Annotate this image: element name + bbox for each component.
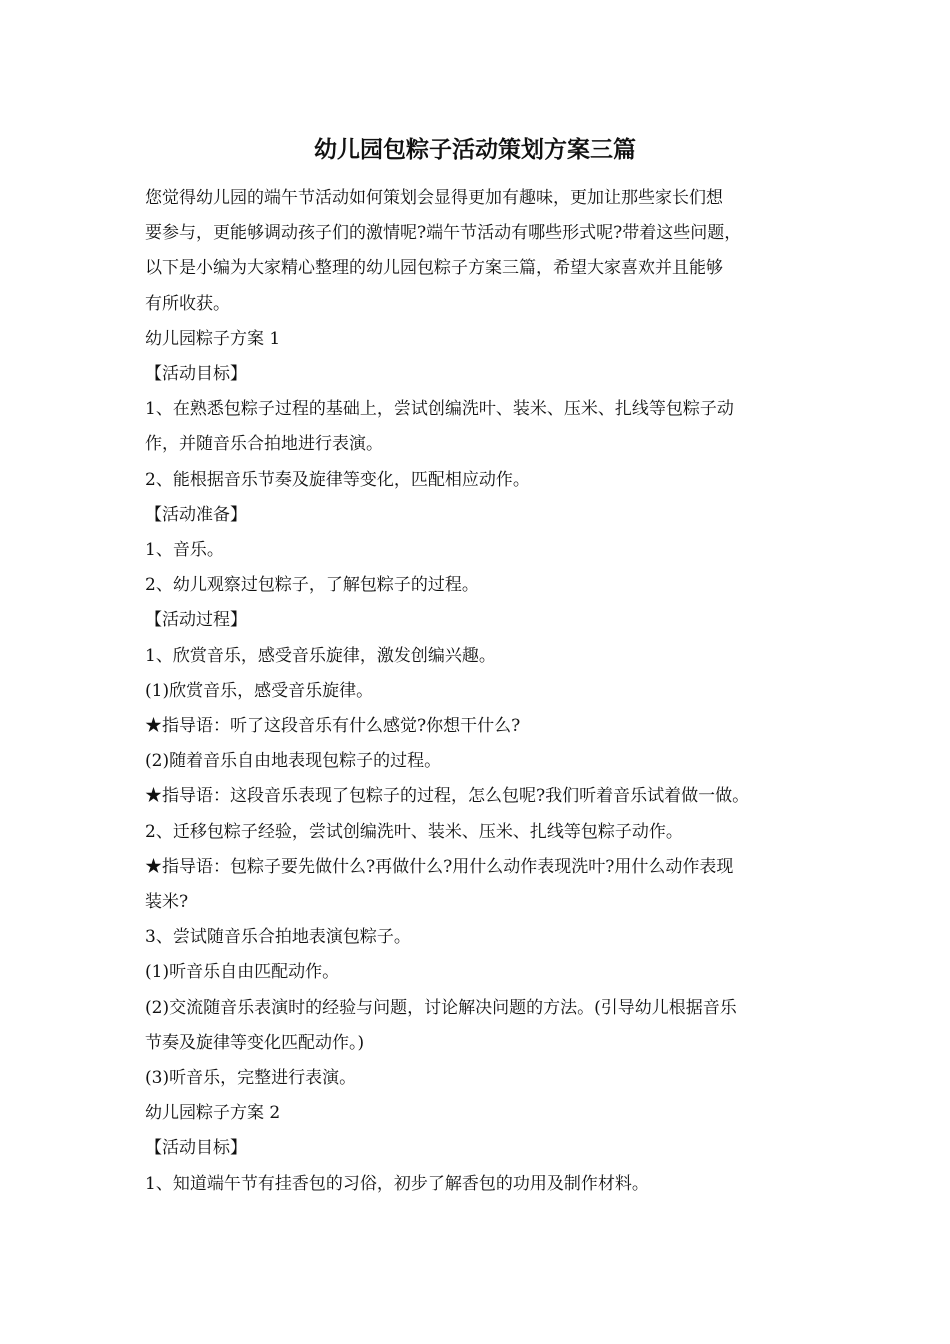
text-line: (2)交流随音乐表演时的经验与问题，讨论解决问题的方法。(引导幼儿根据音乐: [145, 997, 737, 1018]
text-line: 幼儿园粽子方案 1: [145, 328, 281, 349]
text-line: 【活动目标】: [145, 364, 247, 385]
text-line: 3、尝试随音乐合拍地表演包粽子。: [145, 927, 411, 948]
text-line: 1、知道端午节有挂香包的习俗，初步了解香包的功用及制作材料。: [145, 1173, 649, 1194]
text-line: 1、欣赏音乐，感受音乐旋律，激发创编兴趣。: [145, 645, 496, 666]
text-line: ★指导语：包粽子要先做什么?再做什么?用什么动作表现洗叶?用什么动作表现: [145, 856, 734, 877]
text-line: 有所收获。: [145, 293, 230, 314]
text-line: 您觉得幼儿园的端午节活动如何策划会显得更加有趣味，更加让那些家长们想: [145, 188, 723, 208]
text-line: 要参与，更能够调动孩子们的激情呢?端午节活动有哪些形式呢?带着这些问题，: [145, 223, 742, 244]
text-line: 2、能根据音乐节奏及旋律等变化，匹配相应动作。: [145, 469, 530, 490]
text-line: 2、迁移包粽子经验，尝试创编洗叶、装米、压米、扎线等包粽子动作。: [145, 821, 683, 842]
text-line: 作，并随音乐合拍地进行表演。: [145, 434, 383, 455]
text-line: ★指导语：这段音乐表现了包粽子的过程，怎么包呢?我们听着音乐试着做一做。: [145, 786, 750, 807]
text-line: ★指导语：听了这段音乐有什么感觉?你想干什么?: [145, 716, 521, 737]
text-line: (2)随着音乐自由地表现包粽子的过程。: [145, 751, 442, 772]
text-line: 装米?: [145, 892, 189, 913]
text-line: (1)听音乐自由匹配动作。: [145, 962, 340, 983]
text-line: 节奏及旋律等变化匹配动作。): [145, 1032, 365, 1053]
document-title: 幼儿园包粽子活动策划方案三篇: [314, 136, 636, 163]
text-line: 【活动准备】: [145, 504, 247, 525]
text-line: 幼儿园粽子方案 2: [145, 1103, 281, 1124]
document-body: [145, 181, 825, 1202]
text-line: 以下是小编为大家精心整理的幼儿园包粽子方案三篇，希望大家喜欢并且能够: [145, 258, 723, 279]
text-line: (1)欣赏音乐，感受音乐旋律。: [145, 680, 374, 701]
text-line: 【活动目标】: [145, 1138, 247, 1159]
text-line: 1、在熟悉包粽子过程的基础上，尝试创编洗叶、装米、压米、扎线等包粽子动: [145, 399, 734, 420]
text-line: 2、幼儿观察过包粽子，了解包粽子的过程。: [145, 575, 479, 596]
text-line: 【活动过程】: [145, 610, 247, 631]
text-line: (3)听音乐，完整进行表演。: [145, 1068, 357, 1089]
text-line: 1、音乐。: [145, 540, 224, 561]
